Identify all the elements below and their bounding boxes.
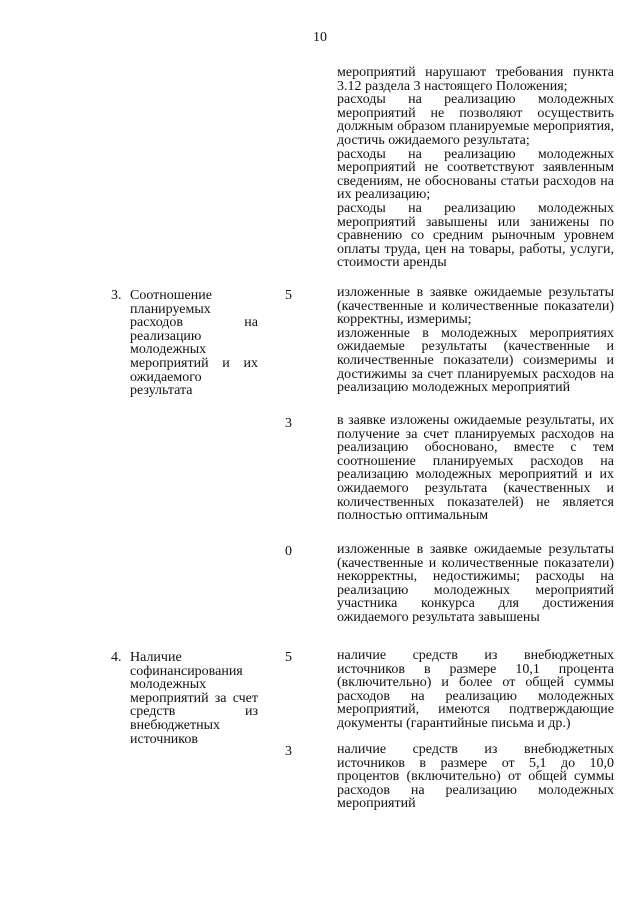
continuation-paragraph: расходы на реализацию молодежных мероприятий не позволяют осуществить должным образом планируемые мероприятия, достичь ожидаемого результата; [337,92,614,148]
score-paragraph: изложенные в молодежных мероприятиях ожидаемые результаты (качественные и количественные показатели) соизмеримы и достижимы за счет планируемых расходов на реализацию молодежных мероприятий [337,325,614,396]
score-paragraph: наличие средств из внебюджетных источников в размере от 5,1 до 10,0 процентов (включительно) от общей суммы расходов на реализацию молодежных мероприятий [337,742,614,812]
criterion-number: 3. [111,288,122,303]
score-paragraph: изложенные в заявке ожидаемые результаты (качественные и количественные показатели) некорректны, недостижимы; расходы на реализацию молодежных мероприятий участника конкурса для достижения ожидаемого результата завышены [337,542,614,625]
score-paragraph: изложенные в заявке ожидаемые результаты (качественные и количественные показатели) корректны, измеримы; [337,285,614,328]
criterion-score: 0 [285,544,292,559]
criterion-score: 3 [285,416,292,431]
score-paragraph: наличие средств из внебюджетных источников в размере 10,1 процента (включительно) и более от общей суммы расходов на реализацию молодежных мероприятий, имеются подтверждающие документы (гарантийные письма и др.) [337,648,614,731]
score-paragraph: в заявке изложены ожидаемые результаты, их получение за счет планируемых расходов на реализацию обосновано, вместе с тем соотношение планируемых расходов на реализацию молодежных мероприятий и их ожидаемого результата (качественных и количественных показателей) не является полностью оптимальным [337,413,614,524]
page-number: 10 [313,30,327,45]
criterion-score: 3 [285,744,292,759]
score-description [337,286,614,395]
continuation-paragraph: мероприятий нарушают требования пункта 3.12 раздела 3 настоящего Положения; [337,65,614,94]
criterion-score: 5 [285,650,292,665]
score-description [337,743,614,811]
criterion-title: Соотношение планируемых расходов на реализацию молодежных мероприятий и их ожидаемого результата [130,288,258,399]
criterion-title: Наличие софинансирования молодежных мероприятий за счет средств из внебюджетных источников [130,650,258,747]
score-description [337,543,614,625]
continuation-text [337,66,614,270]
continuation-paragraph: расходы на реализацию молодежных мероприятий завышены или занижены по сравнению со средним рыночным уровнем оплаты труда, цен на товары, работы, услуги, стоимости аренды [337,200,614,271]
score-description [337,649,614,731]
criterion-number: 4. [111,650,122,665]
criterion-score: 5 [285,288,292,303]
score-description [337,414,614,523]
continuation-paragraph: расходы на реализацию молодежных мероприятий не соответствуют заявленным сведениям, не обоснованы статьи расходов на их реализацию; [337,146,614,203]
